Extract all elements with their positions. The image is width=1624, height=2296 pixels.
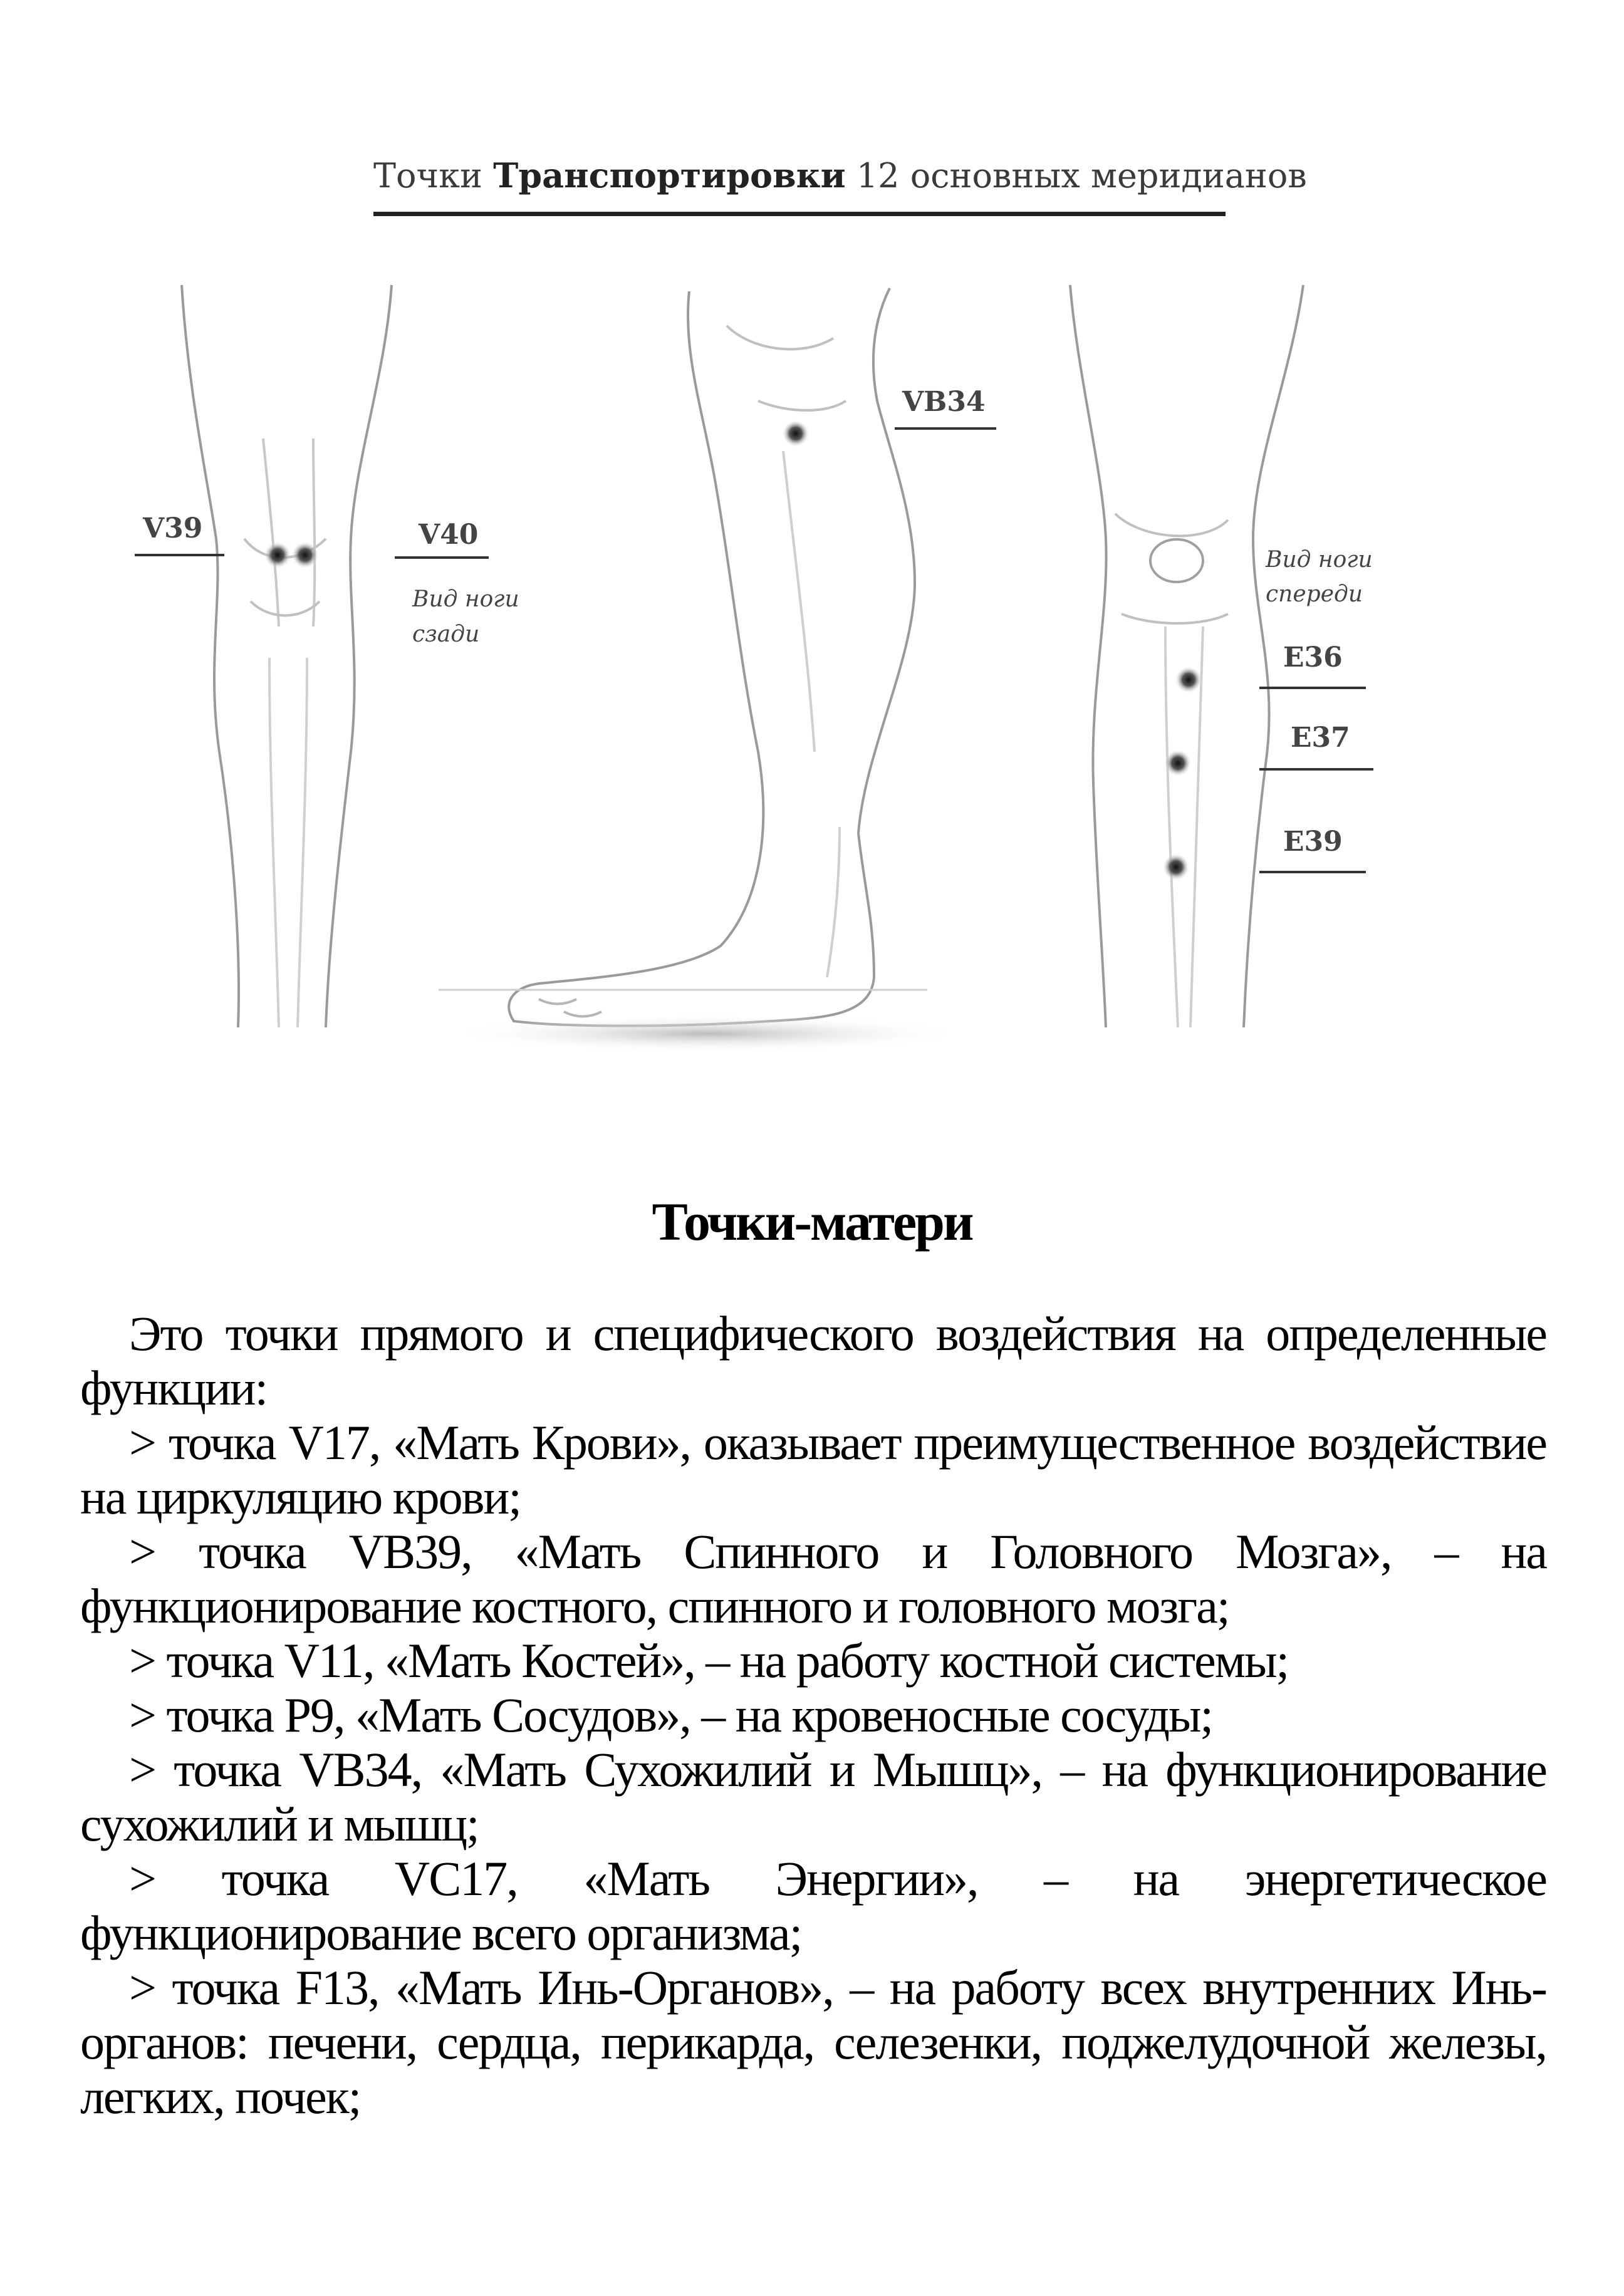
v39-label: V39: [143, 512, 203, 544]
e37-label: E37: [1291, 722, 1350, 754]
e36-point: [1175, 666, 1202, 693]
leg-illustration: [0, 263, 1624, 1140]
e39-label: E39: [1283, 826, 1343, 858]
caption-prefix: Точки: [373, 156, 482, 195]
back-view-leg: [182, 285, 392, 1027]
front-view-leg: [1070, 285, 1303, 1027]
section-title: Точки-матери: [652, 1192, 972, 1252]
back-view-caption-2: сзади: [412, 621, 480, 647]
caption-bold: Транспортировки: [493, 155, 846, 195]
v40-point: [291, 541, 319, 569]
paragraph: > точка F13, «Мать Инь-Органов», – на работу всех внутренних Инь-органов: печени, сердца, перикарда, селезенки, поджелудочной железы, легких, почек;: [80, 1960, 1546, 2124]
vb34-point: [782, 420, 809, 447]
caption-suffix: 12 основных меридианов: [856, 156, 1307, 195]
e39-point: [1162, 853, 1190, 881]
paragraph: > точка V11, «Мать Костей», – на работу костной системы;: [129, 1633, 1289, 1688]
v40-label: V40: [419, 519, 479, 551]
side-view-leg: [509, 288, 915, 1026]
front-view-caption-2: спереди: [1266, 581, 1363, 607]
paragraph: > точка P9, «Мать Сосудов», – на кровеносные сосуды;: [129, 1688, 1213, 1742]
back-view-caption-1: Вид ноги: [412, 586, 519, 612]
paragraph: > точка VC17, «Мать Энергии», – на энергетическое функционирование всего организма;: [80, 1851, 1546, 1960]
e36-label: E36: [1283, 642, 1343, 673]
paragraph: > точка VB39, «Мать Спинного и Головного Мозга», – на функционирование костного, спинного и головного мозга;: [80, 1524, 1546, 1633]
paragraph: > точка VB34, «Мать Сухожилий и Мышц», – на функционирование сухожилий и мышц;: [80, 1742, 1546, 1851]
paragraph: > точка V17, «Мать Крови», оказывает преимущественное воздействие на циркуляцию крови;: [80, 1415, 1546, 1524]
floor-shadow: [445, 1015, 971, 1052]
vb34-label: VB34: [902, 386, 986, 418]
e37-point: [1164, 749, 1192, 777]
paragraph: Это точки прямого и специфического воздействия на определенные функции:: [80, 1306, 1546, 1415]
figure-caption: [373, 155, 1307, 195]
v39-point: [264, 541, 291, 569]
caption-underline: [373, 212, 1226, 216]
front-view-caption-1: Вид ноги: [1266, 547, 1373, 573]
section-body: [80, 1306, 1546, 2124]
